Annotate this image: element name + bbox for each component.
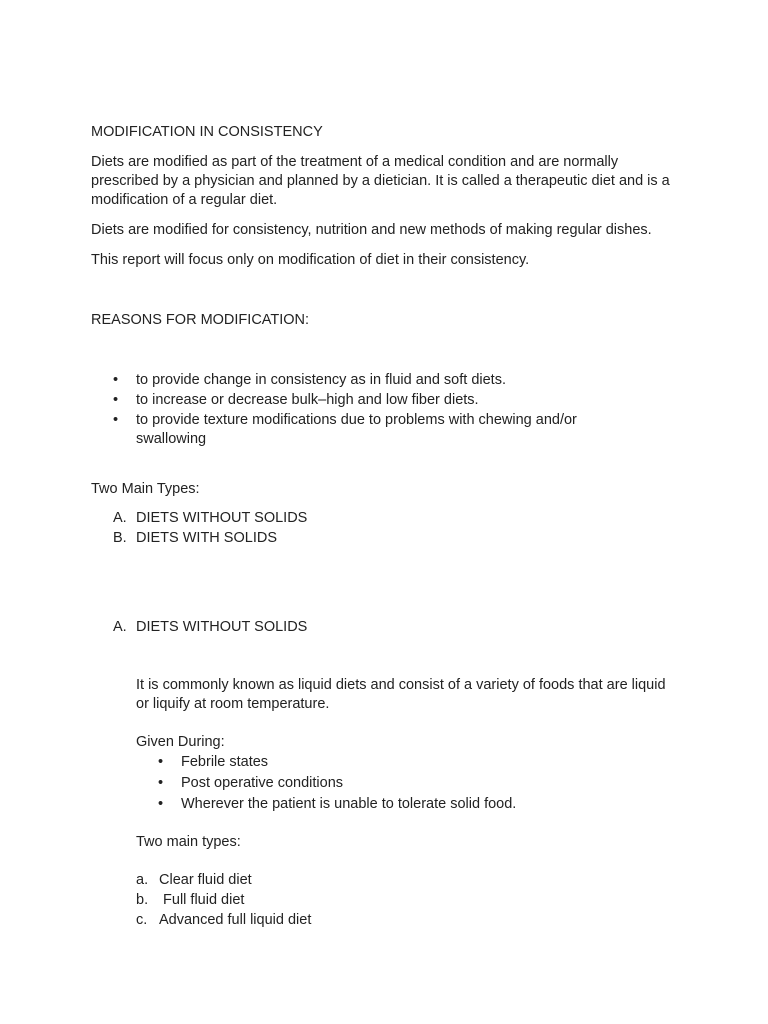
bullet-icon: • [158, 754, 164, 770]
type-text: DIETS WITH SOLIDS [136, 530, 277, 546]
condition-text: Post operative conditions [181, 775, 344, 791]
list-marker: c. [136, 912, 148, 928]
reason-text: to provide texture modifications due to problems with chewing and/or swallowing [136, 412, 577, 447]
section-a-heading [113, 618, 307, 637]
list-marker: b. [136, 892, 149, 908]
list-item [158, 795, 601, 814]
list-item [158, 753, 601, 772]
list-marker: a. [136, 872, 149, 888]
bullet-icon: • [158, 796, 164, 812]
list-item [136, 871, 311, 890]
sub-types-list [136, 871, 312, 930]
bullet-icon: • [113, 412, 119, 428]
sub-types-label: Two main types: [136, 834, 241, 850]
bullet-icon: • [113, 392, 119, 408]
sub-type-text: Advanced full liquid diet [159, 912, 312, 928]
intro-paragraph: Diets are modified for consistency, nutrition and new methods of making regular dishes. [91, 222, 652, 238]
list-marker: A. [113, 510, 127, 526]
given-during-label: Given During: [136, 734, 225, 750]
list-item [136, 891, 311, 910]
bullet-icon: • [113, 372, 119, 388]
list-item [113, 391, 616, 410]
list-item [136, 911, 312, 930]
bullet-icon: • [158, 775, 164, 791]
given-during-list [158, 753, 601, 814]
sub-type-text: Full fluid diet [159, 892, 245, 908]
intro-paragraph: This report will focus only on modification of diet in their consistency. [91, 252, 530, 268]
reasons-heading: REASONS FOR MODIFICATION: [91, 312, 310, 328]
list-item [113, 529, 307, 548]
type-text: DIETS WITHOUT SOLIDS [136, 510, 308, 526]
reason-text: to provide change in consistency as in fluid and soft diets. [136, 372, 506, 388]
section-marker: A. [113, 619, 127, 635]
two-main-types-label: Two Main Types: [91, 481, 200, 497]
list-marker: B. [113, 530, 127, 546]
sub-type-text: Clear fluid diet [159, 872, 252, 888]
main-heading: MODIFICATION IN CONSISTENCY [91, 124, 323, 140]
list-item [113, 411, 616, 449]
list-item [113, 371, 616, 390]
main-types-list [113, 509, 308, 548]
reason-text: to increase or decrease bulk–high and low fiber diets. [136, 392, 479, 408]
list-item [113, 509, 308, 528]
condition-text: Wherever the patient is unable to tolerate solid food. [181, 796, 517, 812]
section-a-description: It is commonly known as liquid diets and consist of a variety of foods that are liquid or liquify at room temperature. [136, 677, 666, 712]
condition-text: Febrile states [181, 754, 269, 770]
list-item [158, 774, 601, 793]
section-title: DIETS WITHOUT SOLIDS [136, 619, 308, 635]
reasons-list [113, 371, 616, 449]
intro-paragraph: Diets are modified as part of the treatment of a medical condition and are normally prescribed by a physician and planned by a dietician. It is called a therapeutic diet and is a modification of a regular diet. [91, 154, 670, 208]
